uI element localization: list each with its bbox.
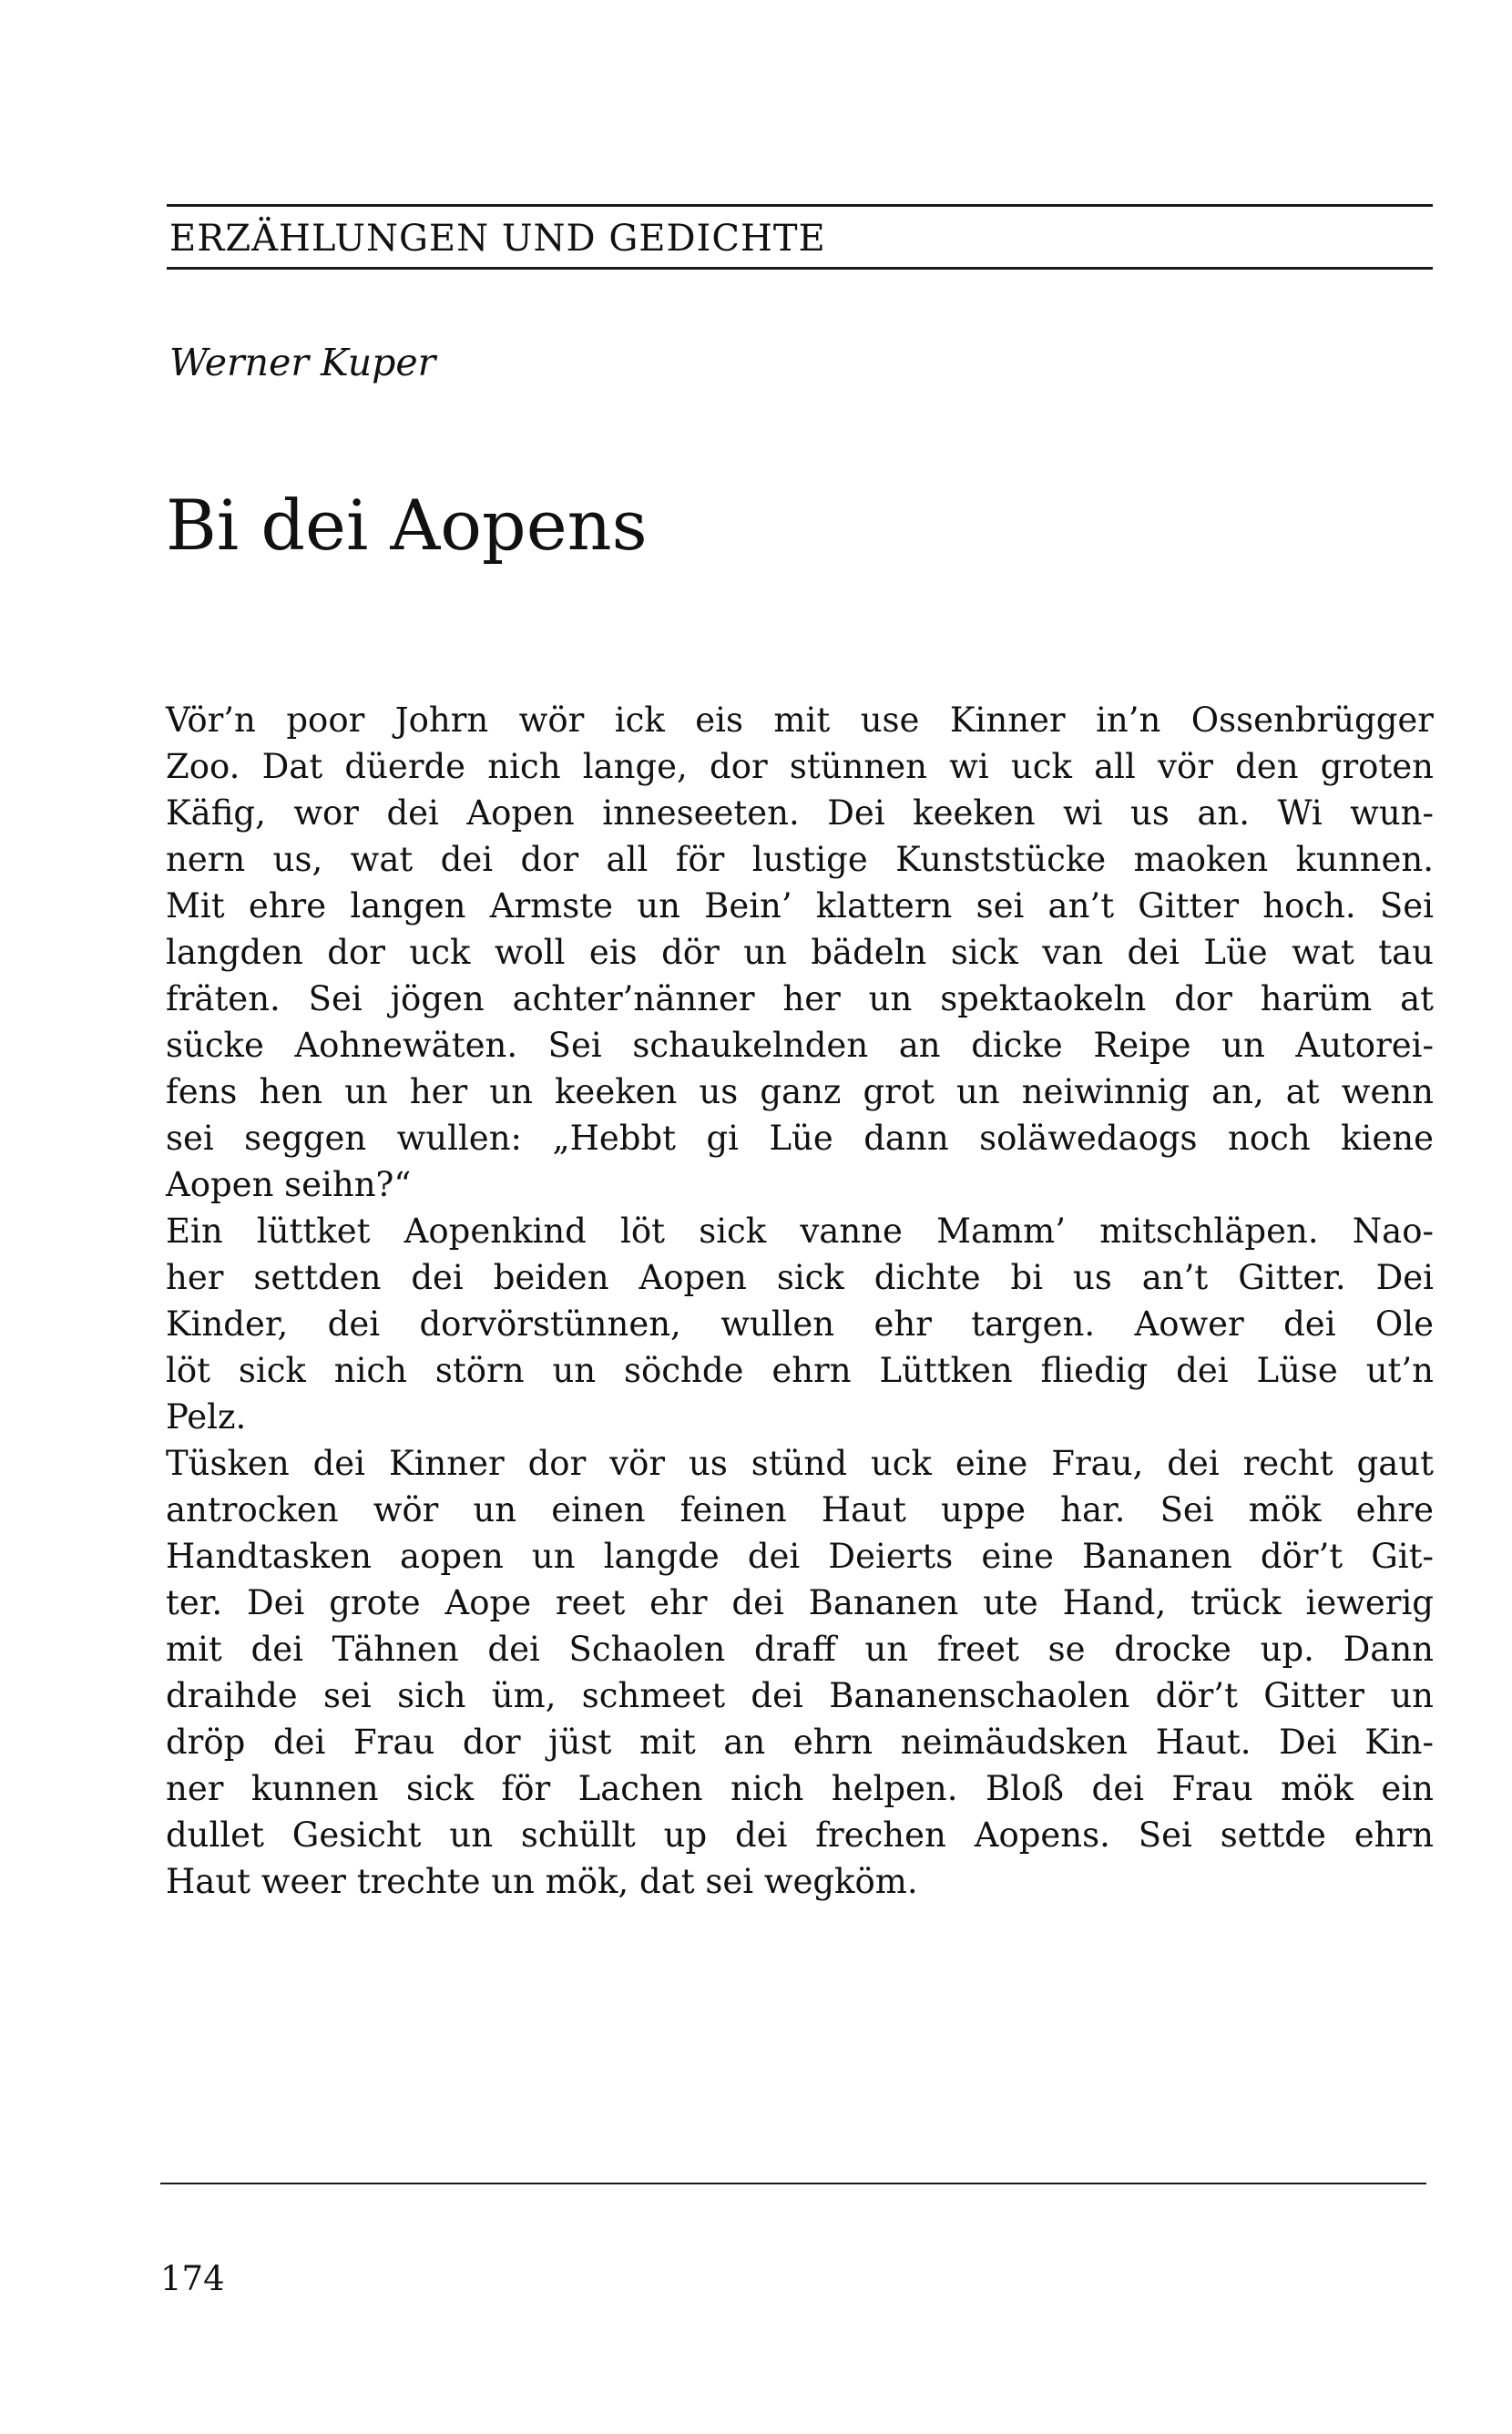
body-line-24: ner kunnen sick för Lachen nich helpen. Bloß dei Frau mök ein bbox=[166, 1769, 1434, 1808]
body-line-26: Haut weer trechte un mök, dat sei wegköm. bbox=[166, 1862, 918, 1901]
body-line-23: dröp dei Frau dor jüst mit an ehrn neimäudsken Haut. Dei Kin- bbox=[166, 1723, 1434, 1762]
body-line-22: draihde sei sich üm, schmeet dei Bananenschaolen dör’t Gitter un bbox=[166, 1676, 1434, 1715]
body-line-9: fens hen un her un keeken us ganz grot un neiwinnig an, at wenn bbox=[166, 1072, 1434, 1111]
body-line-1: Vör’n poor Johrn wör ick eis mit use Kinner in’n Ossenbrügger bbox=[166, 701, 1434, 740]
body-line-19: Handtasken aopen un langde dei Deierts eine Bananen dör’t Git- bbox=[166, 1537, 1434, 1576]
author-name: Werner Kuper bbox=[169, 341, 436, 384]
body-line-18: antrocken wör un einen feinen Haut uppe har. Sei mök ehre bbox=[166, 1490, 1434, 1529]
footer-rule bbox=[160, 2183, 1426, 2184]
body-line-11: Aopen seihn?“ bbox=[166, 1165, 412, 1204]
body-line-15: löt sick nich störn un söchde ehrn Lüttken fliedig dei Lüse ut’n bbox=[166, 1351, 1434, 1390]
body-line-8: sücke Aohnewäten. Sei schaukelnden an dicke Reipe un Autorei- bbox=[166, 1026, 1434, 1065]
story-title: Bi dei Aopens bbox=[166, 485, 648, 566]
body-line-10: sei seggen wullen: „Hebbt gi Lüe dann soläwedaogs noch kiene bbox=[166, 1119, 1434, 1158]
body-line-17: Tüsken dei Kinner dor vör us stünd uck eine Frau, dei recht gaut bbox=[166, 1444, 1434, 1483]
body-line-14: Kinder, dei dorvörstünnen, wullen ehr targen. Aower dei Ole bbox=[166, 1304, 1434, 1344]
section-heading: ERZÄHLUNGEN UND GEDICHTE bbox=[169, 218, 826, 260]
body-line-6: langden dor uck woll eis dör un bädeln sick van dei Lüe wat tau bbox=[166, 933, 1434, 972]
page-number: 174 bbox=[160, 2259, 225, 2298]
body-line-25: dullet Gesicht un schüllt up dei frechen Aopens. Sei settde ehrn bbox=[166, 1815, 1434, 1855]
body-line-12: Ein lüttket Aopenkind löt sick vanne Mamm’ mitschläpen. Nao- bbox=[166, 1212, 1434, 1251]
body-line-21: mit dei Tähnen dei Schaolen draff un freet se drocke up. Dann bbox=[166, 1630, 1434, 1669]
body-line-2: Zoo. Dat düerde nich lange, dor stünnen wi uck all vör den groten bbox=[166, 747, 1434, 786]
header-top-rule bbox=[167, 204, 1433, 207]
header-bottom-rule bbox=[167, 267, 1433, 270]
body-line-13: her settden dei beiden Aopen sick dichte bi us an’t Gitter. Dei bbox=[166, 1258, 1434, 1297]
body-line-5: Mit ehre langen Armste un Bein’ klattern sei an’t Gitter hoch. Sei bbox=[166, 886, 1434, 926]
body-line-16: Pelz. bbox=[166, 1397, 247, 1437]
body-line-4: nern us, wat dei dor all för lustige Kunststücke maoken kunnen. bbox=[166, 840, 1434, 879]
body-line-20: ter. Dei grote Aope reet ehr dei Bananen ute Hand, trück iewerig bbox=[166, 1583, 1434, 1622]
body-line-7: fräten. Sei jögen achter’nänner her un spektaokeln dor harüm at bbox=[166, 979, 1434, 1018]
body-line-3: Käfig, wor dei Aopen inneseeten. Dei keeken wi us an. Wi wun- bbox=[166, 793, 1434, 833]
story-body bbox=[166, 697, 1434, 1905]
